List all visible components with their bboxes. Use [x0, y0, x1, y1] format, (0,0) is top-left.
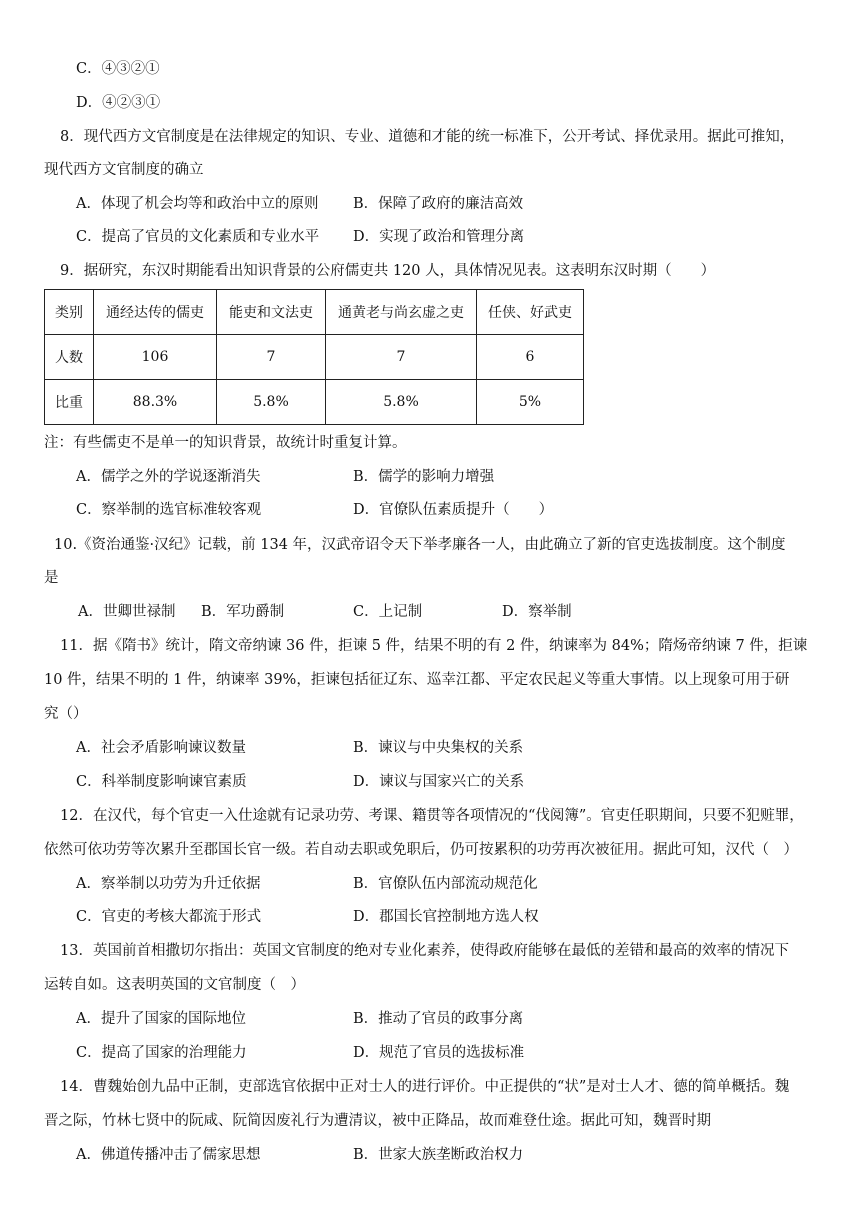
- q9-statistics-table: [44, 289, 584, 425]
- q12-stem-line1: 12．在汉代，每个官吏一入仕途就有记录功劳、考课、籍贯等各项情况的“伐阅簿”。官吏任职期间，只要不犯赃罪，: [60, 808, 804, 824]
- q13-option-a: A．提升了国家的国际地位: [76, 1011, 246, 1027]
- table-row: [45, 380, 584, 425]
- q12-option-b: B．官僚队伍内部流动规范化: [353, 876, 538, 892]
- q8-option-b: B．保障了政府的廉洁高效: [353, 196, 524, 212]
- q9-stem: 9．据研究，东汉时期能看出知识背景的公府儒吏共 120 人，具体情况见表。这表明东汉时期（ ）: [60, 263, 716, 279]
- q9-table-note: 注：有些儒吏不是单一的知识背景，故统计时重复计算。: [44, 435, 407, 451]
- q13-option-c: C．提高了国家的治理能力: [76, 1045, 247, 1061]
- table-cell: 88.3%: [94, 380, 217, 425]
- table-cell: 5%: [477, 380, 584, 425]
- q7-option-c: C．④③②①: [76, 61, 160, 77]
- q10-stem-line1: 10.《资治通鉴·汉纪》记载，前 134 年，汉武帝诏令天下举孝廉各一人，由此确立了新的官吏选拔制度。这个制度: [54, 537, 786, 553]
- table-header-cell: 通经达传的儒吏: [94, 290, 217, 335]
- q8-option-d: D．实现了政治和管理分离: [353, 229, 525, 245]
- q12-option-d: D．郡国长官控制地方选人权: [353, 909, 539, 925]
- q13-option-b: B．推动了官员的政事分离: [353, 1011, 524, 1027]
- q9-option-c: C．察举制的选官标准较客观: [76, 502, 262, 518]
- q11-option-d: D．谏议与国家兴亡的关系: [353, 774, 525, 790]
- q13-stem-line1: 13．英国前首相撒切尔指出：英国文官制度的绝对专业化素养，使得政府能够在最低的差错和最高的效率的情况下: [60, 943, 789, 959]
- q11-stem-line3: 究（）: [44, 706, 88, 722]
- table-header-cell: 任侠、好武吏: [477, 290, 584, 335]
- q8-stem-line1: 8．现代西方文官制度是在法律规定的知识、专业、道德和才能的统一标准下，公开考试、择优录用。据此可推知，: [60, 129, 795, 145]
- q8-stem-line2: 现代西方文官制度的确立: [44, 162, 204, 178]
- q9-option-b: B．儒学的影响力增强: [353, 469, 495, 485]
- q10-stem-line2: 是: [44, 570, 59, 586]
- q8-option-c: C．提高了官员的文化素质和专业水平: [76, 229, 320, 245]
- q10-option-a: A．世卿世禄制: [78, 604, 176, 620]
- q12-option-a: A．察举制以功劳为升迁依据: [76, 876, 261, 892]
- q11-option-c: C．科举制度影响谏官素质: [76, 774, 247, 790]
- table-cell: 7: [326, 335, 477, 380]
- table-cell: 106: [94, 335, 217, 380]
- table-header-cell: 类别: [45, 290, 94, 335]
- q8-option-a: A．体现了机会均等和政治中立的原则: [76, 196, 319, 212]
- q13-stem-line2: 运转自如。这表明英国的文官制度（ ）: [44, 977, 305, 993]
- q9-option-d: D．官僚队伍素质提升（ ）: [353, 502, 554, 518]
- table-cell: 5.8%: [326, 380, 477, 425]
- table-cell: 6: [477, 335, 584, 380]
- q14-option-b: B．世家大族垄断政治权力: [353, 1147, 524, 1163]
- q12-stem-line2: 依然可依功劳等次累升至郡国长官一级。若自动去职或免职后，仍可按累积的功劳再次被征用。据此可知，汉代（ ）: [44, 842, 798, 858]
- q10-option-d: D．察举制: [502, 604, 572, 620]
- q14-stem-line1: 14．曹魏始创九品中正制，吏部选官依据中正对士人的进行评价。中正提供的“状”是对士人才、德的简单概括。魏: [60, 1079, 790, 1095]
- q11-stem-line1: 11．据《隋书》统计，隋文帝纳谏 36 件，拒谏 5 件，结果不明的有 2 件，纳谏率为 84%；隋炀帝纳谏 7 件，拒谏: [60, 638, 808, 654]
- q10-option-c: C．上记制: [353, 604, 423, 620]
- q14-option-a: A．佛道传播冲击了儒家思想: [76, 1147, 261, 1163]
- q10-option-b: B．军功爵制: [201, 604, 285, 620]
- table-header-cell: 能吏和文法吏: [217, 290, 326, 335]
- q11-option-a: A．社会矛盾影响谏议数量: [76, 740, 246, 756]
- table-cell: 比重: [45, 380, 94, 425]
- q14-stem-line2: 晋之际，竹林七贤中的阮咸、阮简因废礼行为遭清议，被中正降品，故而难登仕途。据此可知，魏晋时期: [44, 1113, 711, 1129]
- table-cell: 人数: [45, 335, 94, 380]
- q13-option-d: D．规范了官员的选拔标准: [353, 1045, 525, 1061]
- table-header-row: [45, 290, 584, 335]
- q11-stem-line2: 10 件，结果不明的 1 件，纳谏率 39%，拒谏包括征辽东、巡幸江都、平定农民起义等重大事情。以上现象可用于研: [44, 672, 790, 688]
- table-row: [45, 335, 584, 380]
- q7-option-d: D．④②③①: [76, 95, 161, 111]
- q11-option-b: B．谏议与中央集权的关系: [353, 740, 524, 756]
- table-cell: 5.8%: [217, 380, 326, 425]
- table-header-cell: 通黄老与尚玄虚之吏: [326, 290, 477, 335]
- q12-option-c: C．官吏的考核大都流于形式: [76, 909, 262, 925]
- q9-option-a: A．儒学之外的学说逐渐消失: [76, 469, 261, 485]
- table-cell: 7: [217, 335, 326, 380]
